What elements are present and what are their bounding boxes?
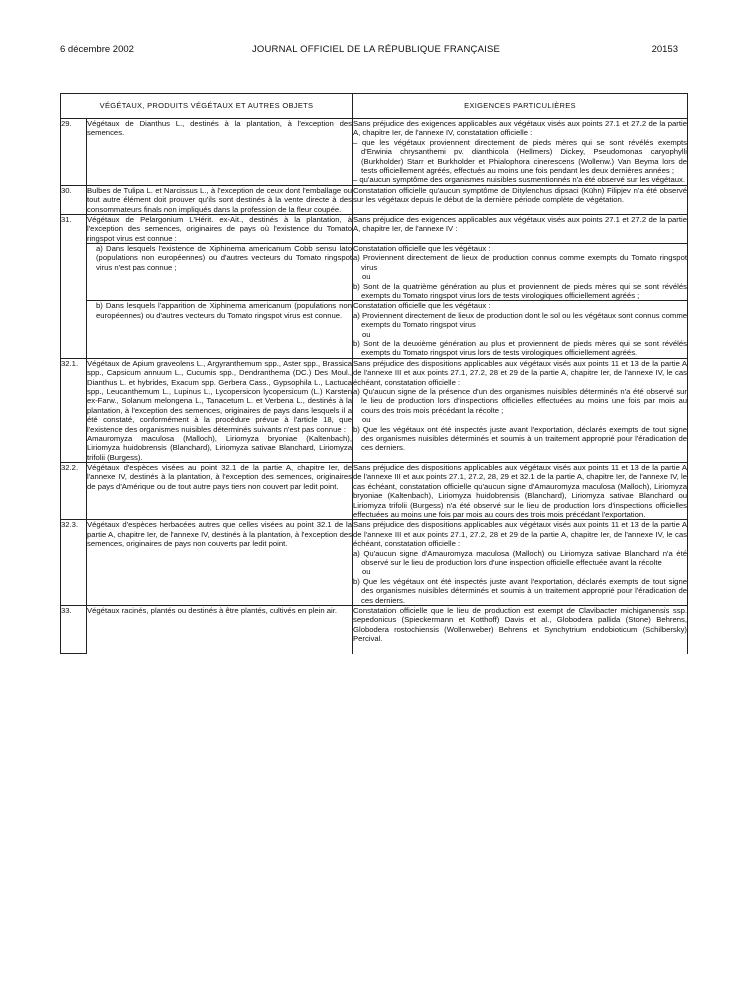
- column-header-requirements: EXIGENCES PARTICULIÈRES: [353, 94, 688, 119]
- table-continuation: [61, 643, 688, 654]
- row-number: 30.: [61, 185, 87, 214]
- plant-description: Végétaux racinés, plantés ou destinés à être plantés, cultivés en plein air.: [87, 605, 353, 643]
- journal-title: JOURNAL OFFICIEL DE LA RÉPUBLIQUE FRANÇAISE: [251, 44, 501, 55]
- plant-description: Végétaux d'espèces visées au point 32.1 de la partie A, chapitre Ier, de l'annexe IV, destinés à la plantation, à l'exception des semences, originaires de pays d'Amérique ou de tout autre pays tiers non couvert par ledit point.: [87, 463, 353, 520]
- table-row: [61, 463, 688, 520]
- table-subrow: [61, 244, 688, 301]
- header-date: 6 décembre 2002: [60, 44, 134, 55]
- requirement-subcase-a: Constatation officielle que les végétaux : a) Proviennent directement de lieux de production connus comme exempts du Tomato ringspot virus ou b) Sont de la quatrième génération au plus et proviennent de pieds mères qui se sont révélés exempts du Tomato ringspot virus lors de tests virologiques officiellement agréés ;: [353, 244, 687, 301]
- plant-description: Végétaux de Pelargonium L'Hérit. ex-Ait., destinés à la plantation, à l'exception des semences, originaires de pays où l'existence du Tomato ringspot virus est connue :: [87, 214, 352, 243]
- plant-subcase-b: b) Dans lesquels l'apparition de Xiphinema americanum (populations non européennes) ou d'autres vecteurs du Tomato ringspot virus est connue.: [87, 301, 353, 358]
- page-header: [0, 44, 752, 60]
- requirement-text: Constatation officielle que le lieu de production est exempt de Clavibacter michiganensis ssp. sepedonicus (Spieckermann et Kotthoff) Davis et al., Globodera pallida (Stone) Behrens, Globodera rostochiensis (Wollenweber) Behrens et Synchytrium endobioticum (Schilbersky) Percival.: [353, 605, 687, 644]
- row-number: 32.3.: [61, 520, 87, 606]
- table-row: [61, 520, 688, 606]
- requirement-text: Sans préjudice des dispositions applicables aux végétaux visés aux points 11 et 13 de la partie A de l'annexe III et aux points 27.1, 27.2, 28 et 29 de la partie A, chapitre Ier, de l'annexe IV, le cas échéant, constatation officielle : a) Qu'aucun signe d'Amauromyza maculosa (Malloch) ou Liriomyza sativae Blanchard n'a été observé sur le lieu de production lors d'une inspection officielle effectuée avant la récolte ou b) Que les végétaux ont été inspectés juste avant l'exportation, déclarés exempts de tout signe des organismes nuisibles déterminés et soumis à un traitement approprié pour l'éradication de ces derniers.: [353, 520, 687, 605]
- table-row: [61, 119, 688, 186]
- row-number: 33.: [61, 605, 87, 643]
- table-subrow: [61, 301, 688, 358]
- table-row: [61, 185, 688, 214]
- table-row: [61, 358, 688, 462]
- requirement-text: Sans préjudice des exigences applicables aux végétaux visés aux points 27.1 et 27.2 de la partie A, chapitre Ier, de l'annexe IV, constatation officielle : – que les végétaux proviennent directement de pieds mères qui se sont révélés exempts d'Erwinia chrysanthemi pv. dianthicola (Hellmers) Dickey, Pseudomonas caryophylli (Burkholder) Starr et Burkholder et Phialophora cinerescens (Wollenw.) Van Beyma lors de tests officiellement agréés, effectués au moins une fois pendant les deux dernières années ; – qu'aucun symptôme des organismes nuisibles susmentionnés n'a été observé sur les végétaux.: [353, 119, 687, 185]
- table-row: [61, 605, 688, 643]
- requirement-text: Sans préjudice des dispositions applicables aux végétaux visés aux points 11 et 13 de la partie A de l'annexe III et aux points 27.1, 27.2, 28, 29 et 32.1 de la partie A, chapitre Ier, de l'annexe IV, le cas échéant, constatation officielle qu'aucun signe d'Amauromyza maculosa (Malloch), Liriomyza bryoniae (Kaltenbach), Liriomyza huidobrensis (Blanchard), Liriomyza sativae Blanchard ou Liriomyza trifolii (Burgess) n'a été observé sur le lieu de production lors d'inspections officielles effectuées au moins une fois par mois au cours des trois mois précédant l'exportation.: [353, 463, 687, 520]
- column-header-objects: VÉGÉTAUX, PRODUITS VÉGÉTAUX ET AUTRES OBJETS: [61, 94, 353, 119]
- requirement-subcase-b: Constatation officielle que les végétaux : a) Proviennent directement de lieux de production dont le sol ou les végétaux sont connus comme exempts du Tomato ringspot virus ou b) Sont de la deuxième génération au plus et proviennent de pieds mères qui se sont révélés exempts du Tomato ringspot virus lors de tests virologiques officiellement agréés.: [353, 301, 687, 358]
- plant-description: Végétaux d'espèces herbacées autres que celles visées au point 32.1 de la partie A, chapitre Ier, de l'annexe IV, destinés à la plantation, à l'exception des semences, originaires de pays non couverts par ledit point.: [87, 520, 353, 606]
- row-number: 32.1.: [61, 358, 87, 462]
- plant-description: Végétaux de Apium graveolens L., Argyranthemum spp., Aster spp., Brassica spp., Capsicum annuum L., Cucumis spp., Dendranthema (DC.) Des Moul., Dianthus L. et hybrides, Exacum spp. Gerbera Cass., Gypsophila L., Lactuca spp., Leucanthemum L., Lupinus L., Lycopersicon lycopersicum (L.) Karsten ex-Farw., Solanum melongena L., Tanacetum L. et Verbena L., destinés à la plantation, à l'exception des semences, originaires de pays dans lesquels il a été constaté, conformément à la procédure prévue à l'article 18, que l'existence des organismes nuisibles déterminés suivants n'est pas connue : Amauromyza maculosa (Malloch), Liriomyza bryoniae (Kaltenbach), Liriomyza huidobrensis (Blanchard), Liriomyza sativae Blanchard, Liriomyza trifolii (Burgess).: [87, 358, 352, 462]
- row-number: 32.2.: [61, 463, 87, 520]
- row-number: 31.: [61, 214, 87, 358]
- requirement-text: Constatation officielle qu'aucun symptôme de Ditylenchus dipsaci (Kühn) Filipjev n'a été observé sur les végétaux depuis le début de la dernière période complète de végétation.: [353, 185, 688, 214]
- table-row: [61, 214, 688, 243]
- page-number: 20153: [651, 44, 678, 55]
- plant-subcase-a: a) Dans lesquels l'existence de Xiphinema americanum Cobb sensu lato (populations non européennes) ou d'autres vecteurs du Tomato ringspot virus n'est pas connue ;: [87, 244, 353, 301]
- requirements-table: [60, 93, 688, 654]
- row-number: 29.: [61, 119, 87, 186]
- requirement-text: Sans préjudice des exigences applicables aux végétaux visés aux points 27.1 et 27.2 de la partie A, chapitre Ier, de l'annexe IV :: [353, 214, 688, 243]
- plant-description: Végétaux de Dianthus L., destinés à la plantation, à l'exception des semences.: [87, 119, 353, 186]
- plant-description: Bulbes de Tulipa L. et Narcissus L., à l'exception de ceux dont l'emballage ou tout autre élément doit prouver qu'ils sont destinés à la vente directe à des consommateurs finals non impliqués dans la profession de la fleur coupée.: [87, 185, 352, 214]
- requirement-text: Sans préjudice des dispositions applicables aux végétaux visés aux points 11 et 13 de la partie A de l'annexe III et aux points 27.1, 27.2, 28 et 29 de la partie A, chapitre Ier, de l'annexe IV, le cas échéant, constatation officielle : a) Qu'aucun signe de la présence d'un des organismes nuisibles déterminés n'a été observé sur le lieu de production lors d'inspections officielles effectuées au moins une fois par mois au cours des trois mois précédant la récolte ; ou b) Que les végétaux ont été inspectés juste avant l'exportation, déclarés exempts de tout signe des organismes nuisibles déterminés et soumis à un traitement approprié pour l'éradication de ces derniers.: [353, 358, 688, 462]
- table-header-row: [61, 94, 688, 119]
